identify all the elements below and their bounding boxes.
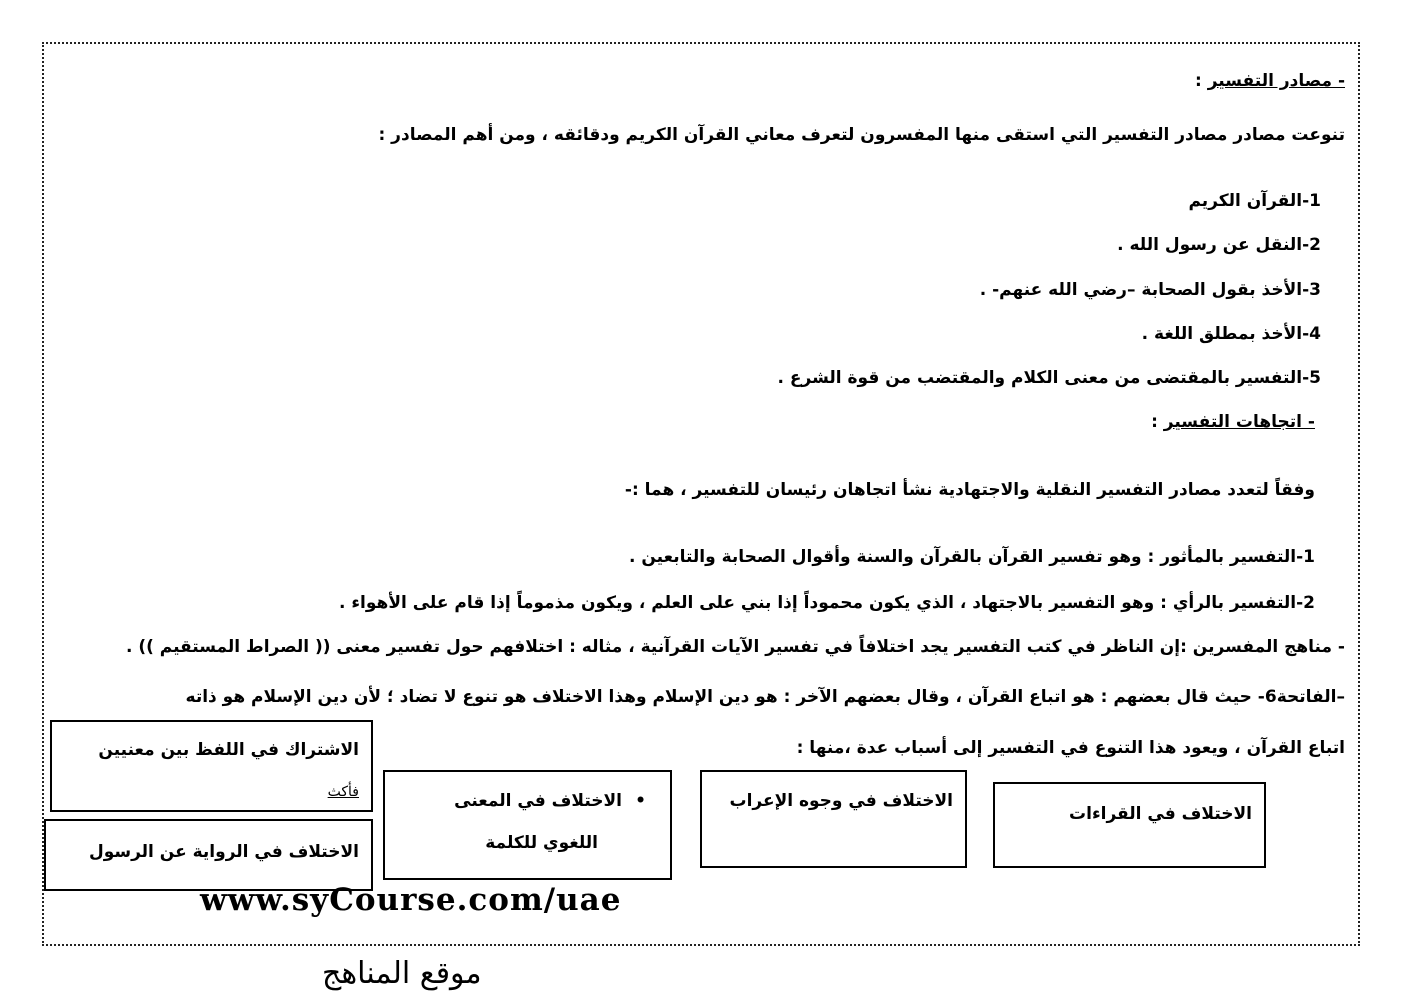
- directions-heading: [1151, 411, 1315, 433]
- directions-intro: وفقاً لتعدد مصادر التفسير النقلية والاجتهادية نشأ اتجاهان رئيسان للتفسير ، هما :-: [624, 480, 1315, 500]
- methods-paragraph-line2: –الفاتحة6- حيث قال بعضهم : هو اتباع القرآن ، وقال بعضهم الآخر : هو دين الإسلام وهذا الاختلاف هو تنوع لا تضاد ؛ لأن دين الإسلام هو ذاته: [185, 687, 1345, 707]
- directions-heading-colon: :: [1151, 412, 1158, 432]
- reason-box-grammar: [700, 770, 967, 868]
- site-name-watermark: موقع المناهج: [322, 956, 482, 991]
- website-watermark: www.syCourse.com/uae: [200, 882, 622, 918]
- reason-narration: الاختلاف في الرواية عن الرسول: [88, 842, 359, 862]
- reason-box-homonym: [50, 720, 373, 812]
- reason-homonym-overflow: فأكث: [327, 784, 359, 800]
- source-item-3: 3-الأخذ بقول الصحابة –رضي الله عنهم- .: [979, 280, 1321, 300]
- source-item-2: 2-النقل عن رسول الله .: [1117, 235, 1321, 255]
- directions-heading-text: - اتجاهات التفسير: [1163, 412, 1315, 432]
- reason-box-readings: [993, 782, 1266, 868]
- reason-readings: الاختلاف في القراءات: [1069, 804, 1252, 824]
- sources-intro: تنوعت مصادر مصادر التفسير التي استقى منها المفسرون لتعرف معاني القرآن الكريم ودقائقه ، ومن أهم المصادر :: [378, 125, 1345, 145]
- sources-heading: [1195, 70, 1345, 92]
- direction-item-2: 2-التفسير بالرأي : وهو التفسير بالاجتهاد ، الذي يكون محموداً إذا بني على العلم ، ويكون مذموماً إذا قام على الأهواء .: [338, 593, 1315, 613]
- source-item-1: 1-القرآن الكريم: [1188, 191, 1321, 211]
- methods-paragraph-line3: اتباع القرآن ، ويعود هذا التنوع في التفسير إلى أسباب عدة ،منها :: [796, 738, 1345, 758]
- reason-meaning-line2: اللغوي للكلمة: [485, 833, 598, 853]
- reason-meaning-line1: الاختلاف في المعنى: [454, 791, 622, 811]
- sources-heading-colon: :: [1195, 71, 1202, 91]
- reason-grammar: الاختلاف في وجوه الإعراب: [729, 791, 953, 811]
- source-item-4: 4-الأخذ بمطلق اللغة .: [1141, 324, 1321, 344]
- reason-box-narration: [44, 819, 373, 891]
- reason-homonym: الاشتراك في اللفظ بين معنيين: [98, 740, 359, 760]
- sources-heading-text: - مصادر التفسير: [1207, 71, 1345, 91]
- bullet-icon: •: [635, 791, 646, 811]
- direction-item-1: 1-التفسير بالمأثور : وهو تفسير القرآن بالقرآن والسنة وأقوال الصحابة والتابعين .: [628, 547, 1315, 567]
- source-item-5: 5-التفسير بالمقتضى من معنى الكلام والمقتضب من قوة الشرع .: [777, 368, 1321, 388]
- reason-box-meaning: [383, 770, 672, 880]
- methods-paragraph-line1: - مناهج المفسرين :إن الناظر في كتب التفسير يجد اختلافاً في تفسير الآيات القرآنية ، مثاله : اختلافهم حول تفسير معنى (( الصراط المستقيم )) .: [125, 637, 1345, 657]
